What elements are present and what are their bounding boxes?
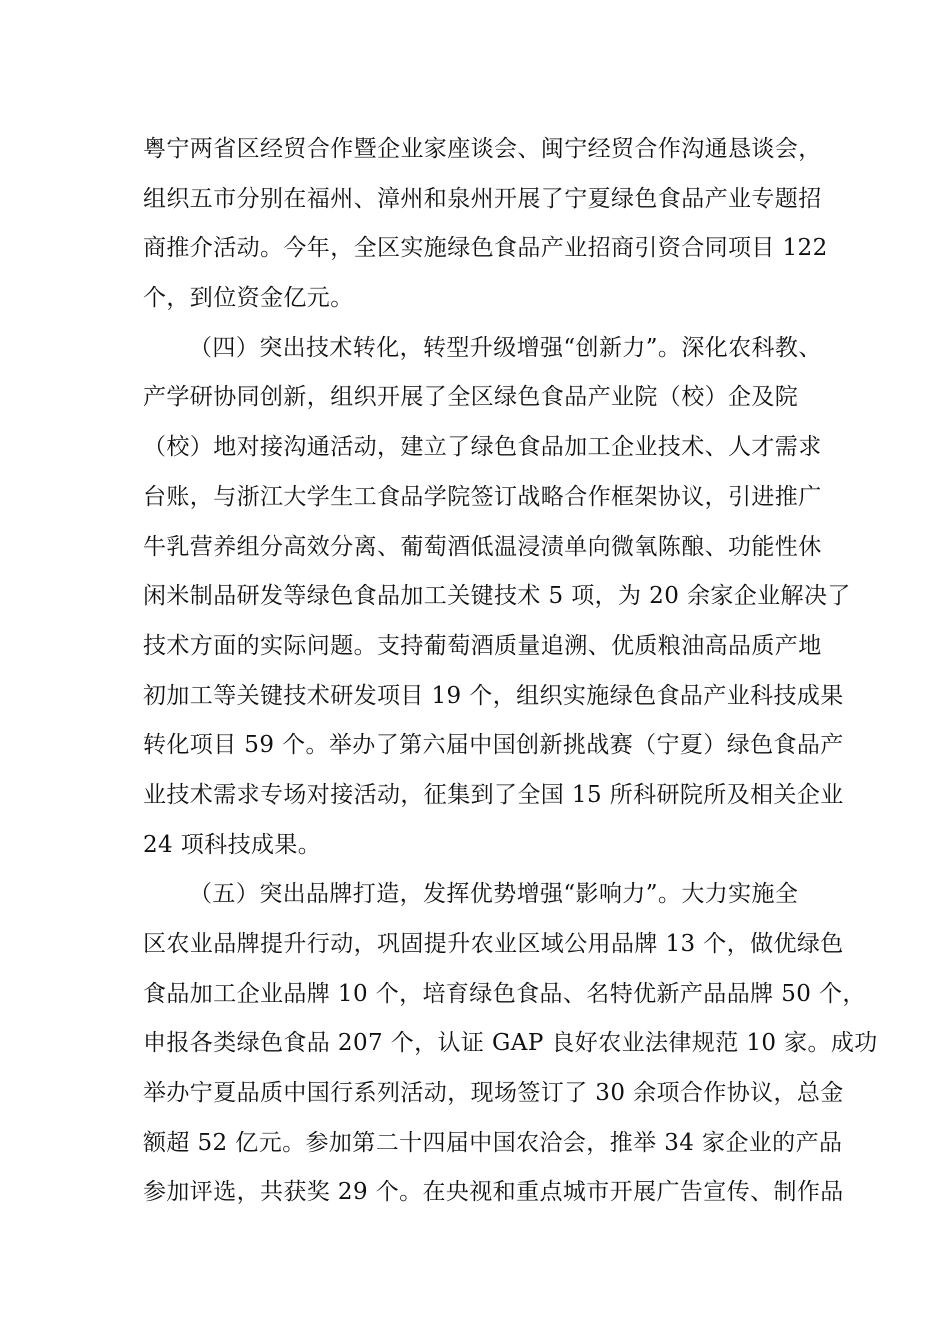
- paragraph-first-line: （五）突出品牌打造，发挥优势增强“影响力”。大力实施全: [189, 881, 799, 908]
- text-line: 闲米制品研发等绿色食品加工关键技术 5 项，为 20 余家企业解决了: [143, 583, 851, 610]
- text-line: 产学研协同创新，组织开展了全区绿色食品产业院（校）企及院: [143, 384, 799, 411]
- text-line: 举办宁夏品质中国行系列活动，现场签订了 30 余项合作协议，总金: [143, 1080, 844, 1107]
- text-line: 粤宁两省区经贸合作暨企业家座谈会、闽宁经贸合作沟通恳谈会，: [143, 136, 822, 162]
- text-line: 台账，与浙江大学生工食品学院签订战略合作框架协议，引进推广: [143, 483, 822, 510]
- text-line: 24 项科技成果。: [143, 831, 322, 858]
- text-line: 参加评选，共获奖 29 个。在央视和重点城市开展广告宣传、制作品: [143, 1179, 844, 1206]
- body-text: [143, 125, 878, 1218]
- text-line: 食品加工企业品牌 10 个，培育绿色食品、名特优新产品品牌 50 个，: [143, 980, 866, 1007]
- paragraph-first-line: （四）突出技术转化，转型升级增强“创新力”。深化农科教、: [189, 334, 822, 361]
- text-line: 个，到位资金亿元。: [143, 285, 354, 312]
- text-line: 业技术需求专场对接活动，征集到了全国 15 所科研院所及相关企业: [143, 781, 844, 808]
- text-line: 申报各类绿色食品 207 个，认证 GAP 良好农业法律规范 10 家。成功: [143, 1030, 878, 1057]
- text-line: 初加工等关键技术研发项目 19 个，组织实施绿色食品产业科技成果: [143, 682, 844, 709]
- text-line: 商推介活动。今年，全区实施绿色食品产业招商引资合同项目 122: [143, 235, 828, 262]
- text-line: 组织五市分别在福州、漳州和泉州开展了宁夏绿色食品产业专题招: [143, 185, 822, 212]
- text-line: 额超 52 亿元。参加第二十四届中国农洽会，推举 34 家企业的产品: [143, 1129, 843, 1156]
- text-line: 技术方面的实际问题。支持葡萄酒质量追溯、优质粮油高品质产地: [143, 632, 822, 659]
- text-line: 牛乳营养组分高效分离、葡萄酒低温浸渍单向微氧陈酿、功能性休: [143, 533, 822, 560]
- text-line: （校）地对接沟通活动，建立了绿色食品加工企业技术、人才需求: [143, 434, 822, 461]
- text-line: 转化项目 59 个。举办了第六届中国创新挑战赛（宁夏）绿色食品产: [143, 732, 844, 759]
- text-line: 区农业品牌提升行动，巩固提升农业区域公用品牌 13 个，做优绿色: [143, 931, 844, 957]
